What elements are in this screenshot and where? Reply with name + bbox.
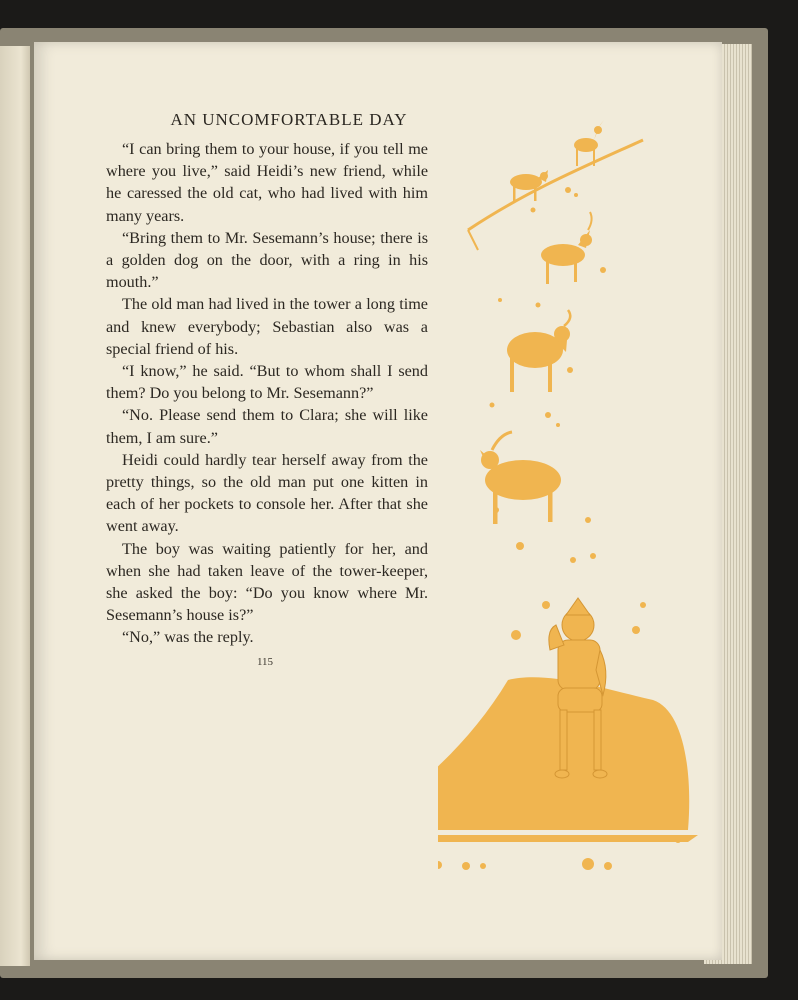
paragraph: “Bring them to Mr. Sesemann’s house; there is a golden dog on the door, with a ring in his mouth.” bbox=[106, 228, 428, 292]
slope-line bbox=[468, 230, 478, 250]
goat-icon bbox=[480, 432, 561, 524]
goat-icon bbox=[541, 212, 592, 284]
chapter-heading: AN UNCOMFORTABLE DAY bbox=[170, 110, 408, 129]
goat-icon bbox=[507, 310, 570, 392]
paragraph: “No. Please send them to Clara; she will like them, I am sure.” bbox=[106, 406, 428, 447]
paragraph: The old man had lived in the tower a long time and knew everybody; Sebastian also was a special friend of his. bbox=[106, 295, 428, 358]
grass bbox=[438, 835, 698, 842]
body-text bbox=[106, 138, 428, 649]
paragraph: Heidi could hardly tear herself away from the pretty things, so the old man put one kitten in each of her pockets to console her. After that she went away. bbox=[106, 450, 428, 536]
paragraph: The boy was waiting patiently for her, and when she had taken leave of the tower-keeper, she asked the boy: “Do you know where Mr. Sesemann’s house is?” bbox=[106, 539, 428, 625]
page-number: 115 bbox=[256, 656, 274, 668]
left-page-edge bbox=[0, 46, 30, 966]
goats-and-heidi-illustration bbox=[438, 70, 708, 870]
paragraph: “I can bring them to your house, if you tell me where you live,” said Heidi’s new friend, while he caressed the old cat, who had lived with him many years. bbox=[106, 140, 428, 225]
paragraph: “No,” was the reply. bbox=[122, 628, 254, 647]
slope-line bbox=[468, 140, 643, 230]
paragraph: “I know,” he said. “But to whom shall I send them? Do you belong to Mr. Sesemann?” bbox=[106, 362, 428, 403]
